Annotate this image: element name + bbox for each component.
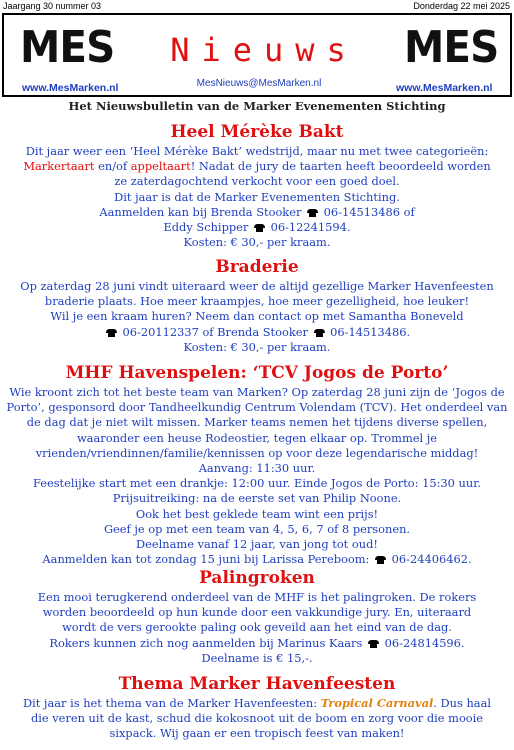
mes-logo-text: MES (404, 22, 499, 73)
theme-name: Tropical Carnaval (320, 696, 434, 710)
paragraph-line: Ook het best geklede team wint een prijs! (135, 506, 379, 521)
issue-number: Jaargang 30 nummer 03 (3, 1, 102, 11)
text-fragment: en/of (94, 159, 131, 174)
paragraph-line: Kosten: € 30,- per kraam. (183, 339, 331, 354)
phone-icon (254, 224, 265, 232)
phone-number: 06-14513486. (330, 324, 411, 339)
phone-number: 06-12241594. (270, 220, 351, 235)
paragraph-line: wordt de vers gerookte paling ook geveild aan het eind van de dag. (62, 620, 452, 635)
paragraph-line: die veren uit de kast, schud die kokosnoot uit de boom en zorg voor die mooie (30, 711, 484, 726)
mes-logo-text: MES (20, 22, 115, 73)
masthead (2, 13, 512, 97)
newsletter-subtitle: Het Nieuwsbulletin van de Marker Evenementen Stichting (68, 99, 446, 113)
phone-icon (368, 640, 379, 648)
phone-icon (106, 329, 117, 337)
section-title: Braderie (215, 257, 299, 277)
section-havenspelen (4, 361, 510, 567)
paragraph-line: Porto’, gesponsord door Tandheelkundig Centrum Volendam (TCV). Het onderdeel van (6, 400, 508, 415)
text-fragment: 06-20112337 of Brenda Stooker (122, 324, 308, 339)
paragraph-line: Een mooi terugkerend onderdeel van de MHF is het palingroken. De rokers (37, 590, 477, 604)
website-link-left[interactable]: www.MesMarken.nl (22, 82, 119, 94)
highlight-markertaart: Markertaart (23, 159, 95, 174)
top-bar (0, 0, 514, 14)
section-braderie (4, 255, 510, 355)
paragraph-line: Op zaterdag 28 juni vindt uiteraard weer de altijd gezellige Marker Havenfeesten (20, 279, 494, 293)
paragraph-line (4, 159, 510, 174)
text-fragment: Aanmelden kan tot zondag 15 juni bij Larissa Pereboom: (42, 552, 370, 567)
text-fragment: ! Nadat de jury de taarten heeft beoordeeld worden (190, 159, 491, 174)
phone-number: 06-24814596. (384, 635, 465, 650)
paragraph-line: de dag dat je niet wilt missen. Marker teams nemen het tijdens diverse spellen, (26, 415, 488, 430)
highlight-appeltaart: appeltaart (130, 159, 191, 174)
text-fragment: Rokers kunnen zich nog aanmelden bij Marinus Kaars (49, 635, 363, 650)
phone-icon (375, 556, 386, 564)
email-link[interactable]: MesNieuws@MesMarken.nl (196, 78, 322, 89)
section-palingroken (4, 566, 510, 666)
paragraph-line: ze zaterdagochtend verkocht voor een goed doel. (114, 174, 400, 189)
paragraph-line (4, 220, 510, 235)
paragraph-line (4, 325, 510, 340)
paragraph-line: Wie kroont zich tot het beste team van Marken? Op zaterdag 28 juni zijn de ‘Jogos de (9, 385, 505, 399)
paragraph-line: vrienden/vriendinnen/familie/kennissen op voor deze legendarische middag! (35, 445, 479, 460)
section-title: Heel Mérèke Bakt (170, 122, 344, 142)
phone-icon (307, 209, 318, 217)
website-link-right[interactable]: www.MesMarken.nl (396, 82, 493, 94)
paragraph-line (4, 205, 510, 220)
paragraph-line: waaronder een heuse Rodeostier, tegen elkaar op. Trommel je (76, 430, 438, 445)
paragraph-line: Prijsuitreiking: na de eerste set van Philip Noone. (112, 491, 402, 506)
paragraph-line: Geef je op met een team van 4, 5, 6, 7 of 8 personen. (103, 521, 411, 536)
section-heel-mereke-bakt (4, 120, 510, 250)
text-fragment: Eddy Schipper (163, 220, 249, 235)
paragraph-line: Deelname is € 15,-. (201, 650, 313, 665)
issue-date: Donderdag 22 mei 2025 (413, 1, 510, 11)
text-fragment: Aanmelden kan bij Brenda Stooker (99, 204, 302, 219)
phone-number: 06-24406462. (391, 552, 472, 567)
paragraph-line: Aanvang: 11:30 uur. (198, 461, 316, 476)
paragraph-line: sixpack. Wij gaan er een tropisch feest van maken! (109, 726, 405, 741)
paragraph-line: Wil je een kraam huren? Neem dan contact op met Samantha Boneveld (50, 309, 464, 324)
paragraph-line: Dit jaar weer een ‘Heel Mérèke Bakt’ wedstrijd, maar nu met twee categorieën: (25, 144, 489, 158)
paragraph-line: worden beoordeeld op hun kunde door een vakkundige jury. En, uiteraard (42, 605, 472, 620)
text-fragment: Dit jaar is het thema van de Marker Havenfeesten: (22, 696, 321, 710)
phone-number: 06-14513486 of (323, 204, 415, 219)
text-fragment: . Dus haal (433, 696, 492, 710)
section-title: Thema Marker Havenfeesten (118, 674, 396, 694)
newsletter-title: Nieuws (170, 31, 358, 69)
phone-icon (314, 329, 325, 337)
paragraph-line: Kosten: € 30,- per kraam. (183, 235, 331, 250)
paragraph-line: Dit jaar is dat de Marker Evenementen Stichting. (114, 189, 400, 204)
section-title: Palingroken (199, 568, 315, 588)
paragraph-line (4, 696, 510, 711)
section-title: MHF Havenspelen: ‘TCV Jogos de Porto’ (65, 363, 449, 383)
paragraph-line: Deelname vanaf 12 jaar, van jong tot oud! (136, 537, 378, 552)
section-thema (4, 672, 510, 742)
paragraph-line (4, 636, 510, 651)
paragraph-line: Feestelijke start met een drankje: 12:00 uur. Einde Jogos de Porto: 15:30 uur. (32, 476, 482, 491)
paragraph-line: braderie plaats. Hoe meer kraampjes, hoe meer gezelligheid, hoe leuker! (44, 294, 470, 309)
